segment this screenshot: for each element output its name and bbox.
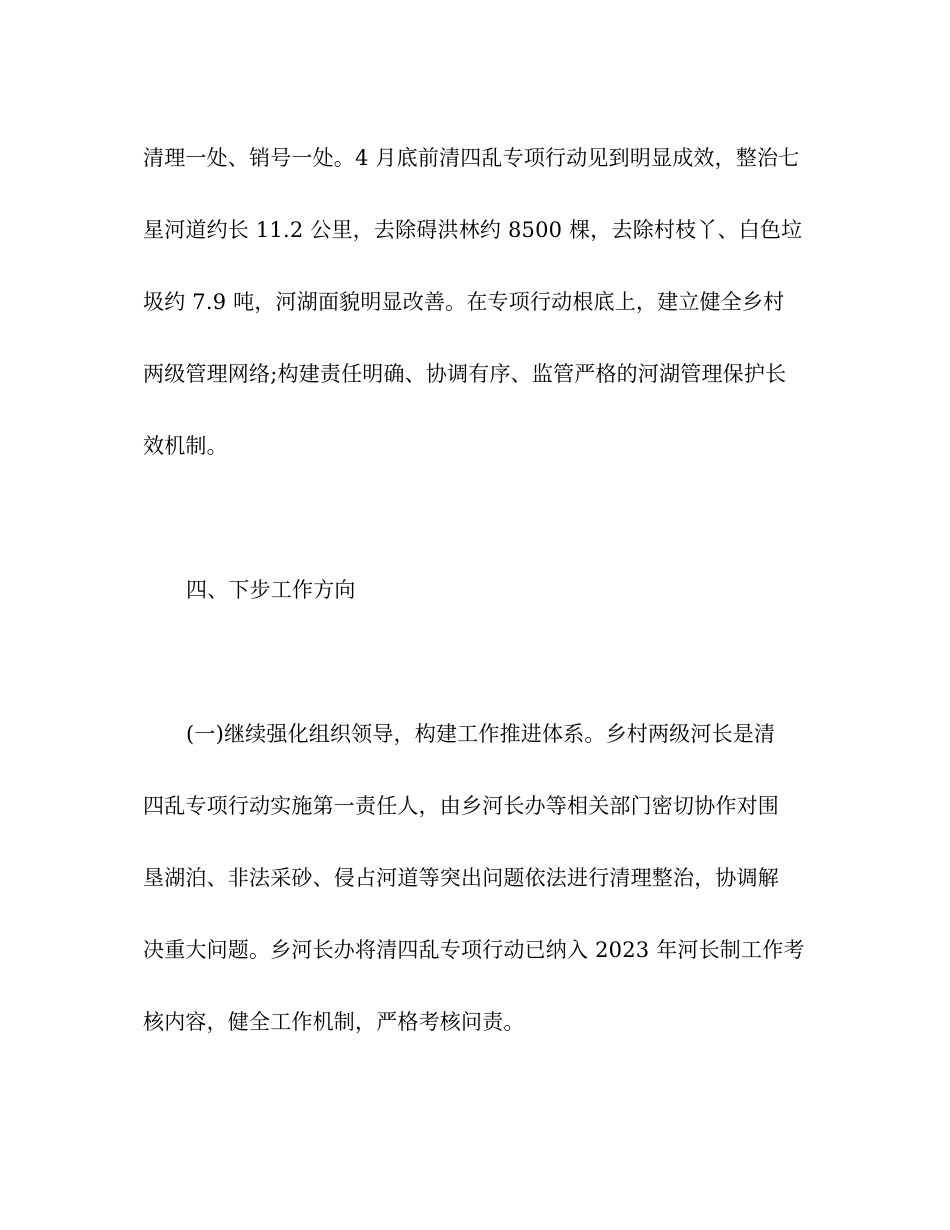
paragraph-line: 垦湖泊、非法采砂、侵占河道等突出问题依法进行清理整治，协调解 (143, 866, 779, 890)
paragraph-line: 圾约 7.9 吨，河湖面貌明显改善。在专项行动根底上，建立健全乡村 (143, 290, 785, 314)
paragraph-line: 星河道约长 11.2 公里，去除碍洪林约 8500 棵，去除村枝丫、白色垃 (143, 218, 803, 242)
paragraph-line: 清理一处、销号一处。4 月底前清四乱专项行动见到明显成效，整治七 (143, 146, 800, 170)
paragraph-line: 四乱专项行动实施第一责任人，由乡河长办等相关部门密切协作对围 (143, 794, 779, 818)
paragraph-line: (一)继续强化组织领导，构建工作推进体系。乡村两级河长是清 (186, 722, 776, 746)
paragraph-line: 决重大问题。乡河长办将清四乱专项行动已纳入 2023 年河长制工作考 (143, 938, 805, 962)
paragraph-line: 两级管理网络;构建责任明确、协调有序、监管严格的河湖管理保护长 (143, 362, 787, 386)
paragraph-line: 核内容，健全工作机制，严格考核问责。 (143, 1010, 525, 1034)
paragraph-line: 效机制。 (143, 434, 228, 458)
section-heading: 四、下步工作方向 (186, 578, 356, 602)
